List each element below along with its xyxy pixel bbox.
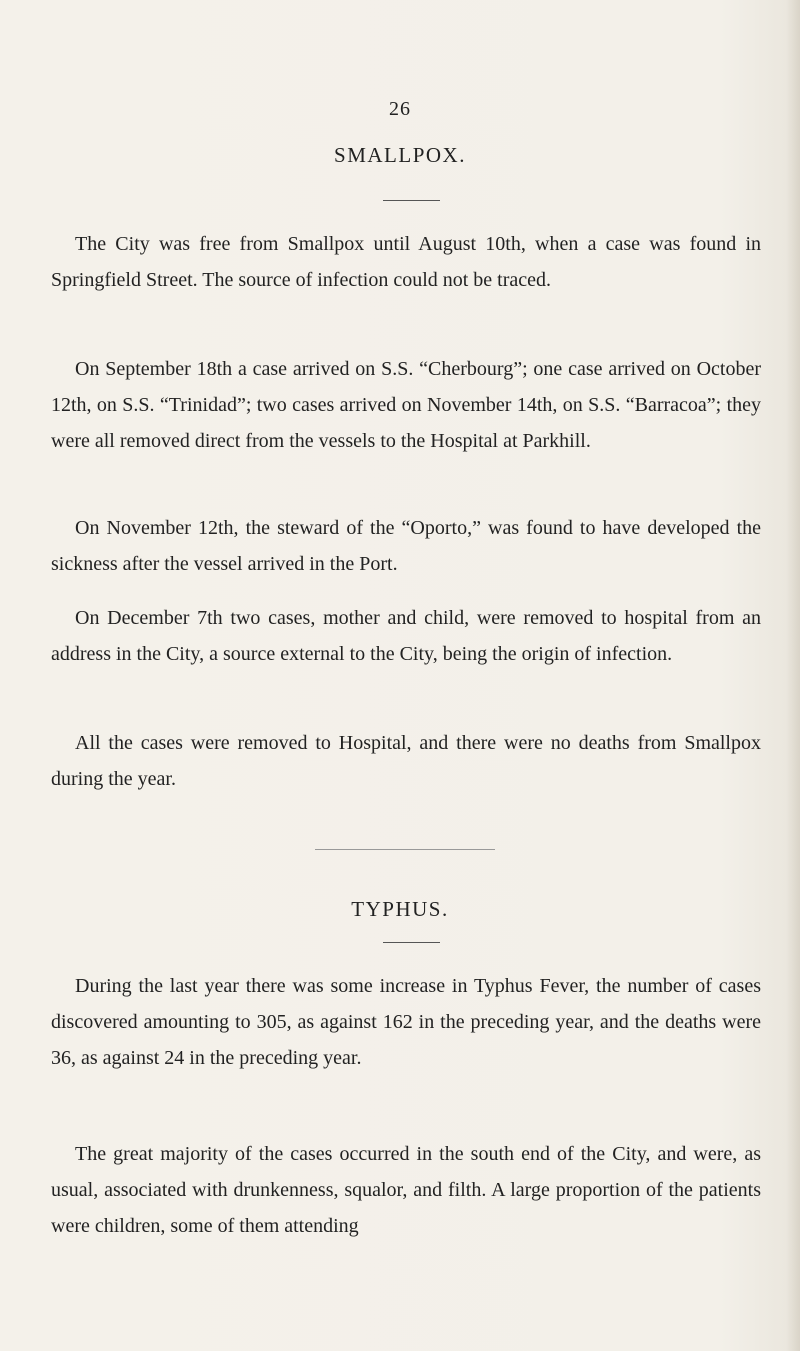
- title-rule-smallpox: [383, 200, 440, 201]
- smallpox-paragraph-3: On November 12th, the steward of the “Oporto,” was found to have developed the sickness after the vessel arrived in the Port.: [51, 517, 761, 575]
- typhus-paragraph-2: The great majority of the cases occurred in the south end of the City, and were, as usual, associated with drunkenness, squalor, and filth. A large proportion of the patients were children, some of them attending: [51, 1143, 761, 1237]
- smallpox-paragraph-2: On September 18th a case arrived on S.S. “Cherbourg”; one case arrived on October 12th, on S.S. “Trinidad”; two cases arrived on November 14th, on S.S. “Barracoa”; they were all removed direct from the vessels to the Hospital at Parkhill.: [51, 358, 761, 452]
- smallpox-paragraph-5: All the cases were removed to Hospital, and there were no deaths from Smallpox during the year.: [51, 732, 761, 790]
- page-edge-shadow: [786, 0, 800, 1351]
- section-title-typhus: TYPHUS.: [351, 897, 449, 921]
- smallpox-paragraph-1: The City was free from Smallpox until August 10th, when a case was found in Springfield Street. The source of infection could not be traced.: [51, 233, 761, 291]
- typhus-paragraph-1: During the last year there was some increase in Typhus Fever, the number of cases discovered amounting to 305, as against 162 in the preceding year, and the deaths were 36, as against 24 in the preceding year.: [51, 975, 761, 1069]
- title-rule-typhus: [383, 942, 440, 943]
- section-title-smallpox: SMALLPOX.: [334, 143, 466, 167]
- smallpox-paragraph-4: On December 7th two cases, mother and child, were removed to hospital from an address in the City, a source external to the City, being the origin of infection.: [51, 607, 761, 665]
- section-divider: [315, 849, 495, 850]
- page-number: 26: [389, 98, 411, 120]
